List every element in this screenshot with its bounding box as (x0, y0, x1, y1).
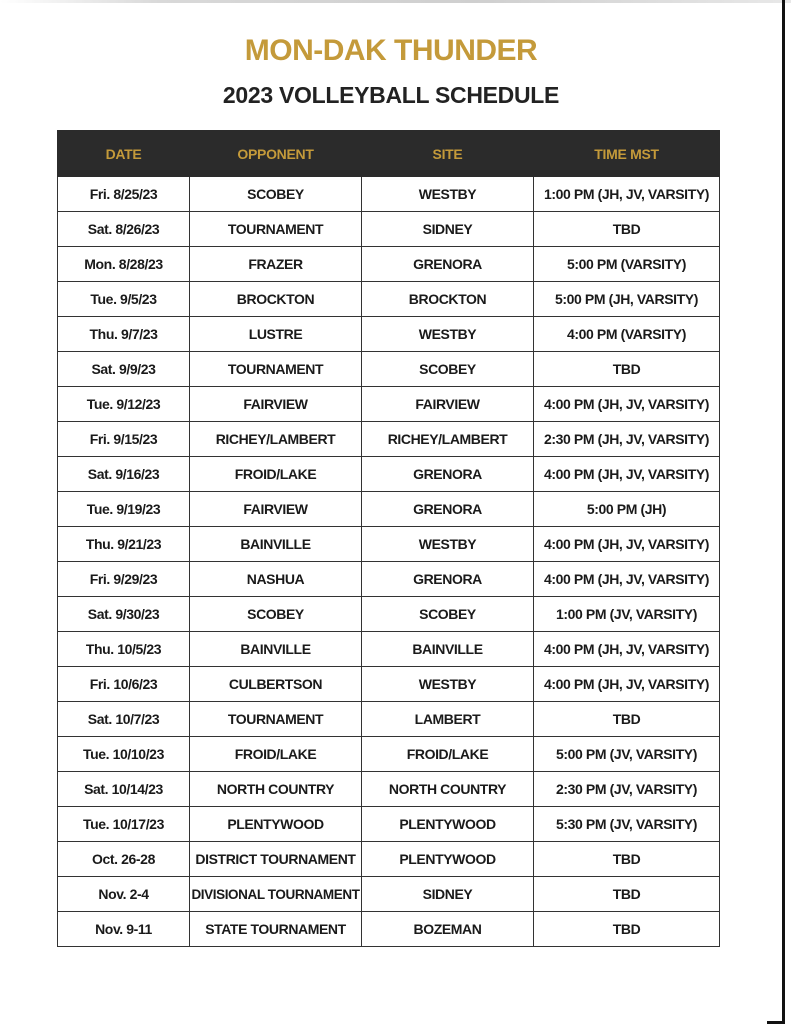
cell-site: FROID/LAKE (362, 737, 534, 772)
table-row (58, 457, 720, 492)
table-row (58, 562, 720, 597)
cell-time: 5:00 PM (JH, VARSITY) (534, 282, 720, 317)
cell-site: FAIRVIEW (362, 387, 534, 422)
cell-date: Tue. 9/5/23 (58, 282, 190, 317)
column-header-date: DATE (58, 131, 190, 177)
cell-opponent: BAINVILLE (190, 632, 362, 667)
cell-time: TBD (534, 702, 720, 737)
cell-time: 1:00 PM (JH, JV, VARSITY) (534, 177, 720, 212)
cell-opponent: TOURNAMENT (190, 702, 362, 737)
cell-opponent: TOURNAMENT (190, 212, 362, 247)
cell-opponent: NORTH COUNTRY (190, 772, 362, 807)
table-row (58, 807, 720, 842)
cell-time: 5:30 PM (JV, VARSITY) (534, 807, 720, 842)
cell-date: Sat. 10/14/23 (58, 772, 190, 807)
cell-date: Oct. 26-28 (58, 842, 190, 877)
cell-date: Thu. 9/7/23 (58, 317, 190, 352)
cell-time: TBD (534, 912, 720, 947)
cell-time: 4:00 PM (JH, JV, VARSITY) (534, 632, 720, 667)
cell-opponent: FAIRVIEW (190, 492, 362, 527)
cell-time: TBD (534, 212, 720, 247)
cell-date: Fri. 9/15/23 (58, 422, 190, 457)
cell-date: Sat. 9/16/23 (58, 457, 190, 492)
cell-time: 2:30 PM (JV, VARSITY) (534, 772, 720, 807)
cell-site: PLENTYWOOD (362, 842, 534, 877)
table-row (58, 737, 720, 772)
cell-date: Thu. 10/5/23 (58, 632, 190, 667)
cell-date: Tue. 9/12/23 (58, 387, 190, 422)
cell-site: WESTBY (362, 177, 534, 212)
cell-site: WESTBY (362, 527, 534, 562)
table-row (58, 177, 720, 212)
cell-site: SIDNEY (362, 877, 534, 912)
table-row (58, 702, 720, 737)
cell-opponent: NASHUA (190, 562, 362, 597)
cell-date: Mon. 8/28/23 (58, 247, 190, 282)
cell-site: GRENORA (362, 247, 534, 282)
table-row (58, 282, 720, 317)
cell-date: Tue. 9/19/23 (58, 492, 190, 527)
table-row (58, 212, 720, 247)
right-scan-edge (782, 0, 785, 1024)
header-row (58, 131, 720, 177)
schedule-table (57, 130, 720, 947)
table-row (58, 317, 720, 352)
cell-time: 1:00 PM (JV, VARSITY) (534, 597, 720, 632)
cell-opponent: PLENTYWOOD (190, 807, 362, 842)
cell-time: 5:00 PM (VARSITY) (534, 247, 720, 282)
table-row (58, 422, 720, 457)
cell-site: NORTH COUNTRY (362, 772, 534, 807)
table-row (58, 492, 720, 527)
cell-opponent: SCOBEY (190, 177, 362, 212)
cell-date: Sat. 8/26/23 (58, 212, 190, 247)
cell-time: TBD (534, 842, 720, 877)
cell-date: Nov. 9-11 (58, 912, 190, 947)
cell-site: SIDNEY (362, 212, 534, 247)
cell-date: Fri. 9/29/23 (58, 562, 190, 597)
cell-date: Fri. 8/25/23 (58, 177, 190, 212)
cell-site: BAINVILLE (362, 632, 534, 667)
table-row (58, 632, 720, 667)
top-scan-edge (0, 0, 791, 3)
cell-opponent: FROID/LAKE (190, 457, 362, 492)
table-row (58, 877, 720, 912)
column-header-opponent: OPPONENT (190, 131, 362, 177)
cell-site: GRENORA (362, 562, 534, 597)
cell-site: BROCKTON (362, 282, 534, 317)
cell-site: WESTBY (362, 317, 534, 352)
cell-time: 2:30 PM (JH, JV, VARSITY) (534, 422, 720, 457)
cell-opponent: BROCKTON (190, 282, 362, 317)
page-subtitle: 2023 VOLLEYBALL SCHEDULE (222, 82, 560, 108)
cell-date: Fri. 10/6/23 (58, 667, 190, 702)
cell-date: Nov. 2-4 (58, 877, 190, 912)
cell-site: GRENORA (362, 492, 534, 527)
cell-site: GRENORA (362, 457, 534, 492)
cell-site: PLENTYWOOD (362, 807, 534, 842)
cell-time: 4:00 PM (JH, JV, VARSITY) (534, 387, 720, 422)
table-row (58, 387, 720, 422)
table-row (58, 667, 720, 702)
table-row (58, 247, 720, 282)
cell-date: Tue. 10/10/23 (58, 737, 190, 772)
cell-site: SCOBEY (362, 597, 534, 632)
page-title: MON-DAK THUNDER (244, 34, 538, 67)
column-header-time: TIME MST (534, 131, 720, 177)
cell-opponent: RICHEY/LAMBERT (190, 422, 362, 457)
cell-opponent: CULBERTSON (190, 667, 362, 702)
cell-time: 4:00 PM (JH, JV, VARSITY) (534, 667, 720, 702)
schedule-table-header (58, 131, 720, 177)
cell-date: Sat. 9/30/23 (58, 597, 190, 632)
table-row (58, 772, 720, 807)
cell-site: BOZEMAN (362, 912, 534, 947)
cell-opponent: DISTRICT TOURNAMENT (190, 842, 362, 877)
cell-time: 5:00 PM (JH) (534, 492, 720, 527)
cell-date: Thu. 9/21/23 (58, 527, 190, 562)
table-row (58, 912, 720, 947)
cell-opponent: TOURNAMENT (190, 352, 362, 387)
cell-time: 4:00 PM (JH, JV, VARSITY) (534, 457, 720, 492)
cell-time: 4:00 PM (JH, JV, VARSITY) (534, 527, 720, 562)
cell-site: SCOBEY (362, 352, 534, 387)
table-row (58, 527, 720, 562)
cell-time: TBD (534, 352, 720, 387)
cell-date: Tue. 10/17/23 (58, 807, 190, 842)
cell-opponent: STATE TOURNAMENT (190, 912, 362, 947)
table-row (58, 352, 720, 387)
cell-opponent: FAIRVIEW (190, 387, 362, 422)
cell-date: Sat. 9/9/23 (58, 352, 190, 387)
column-header-site: SITE (362, 131, 534, 177)
cell-opponent: FROID/LAKE (190, 737, 362, 772)
table-row (58, 597, 720, 632)
cell-time: 4:00 PM (JH, JV, VARSITY) (534, 562, 720, 597)
cell-time: 4:00 PM (VARSITY) (534, 317, 720, 352)
cell-opponent: DIVISIONAL TOURNAMENT (190, 877, 362, 912)
cell-date: Sat. 10/7/23 (58, 702, 190, 737)
cell-opponent: LUSTRE (190, 317, 362, 352)
cell-site: LAMBERT (362, 702, 534, 737)
cell-opponent: FRAZER (190, 247, 362, 282)
cell-site: RICHEY/LAMBERT (362, 422, 534, 457)
schedule-table-body (58, 177, 720, 947)
cell-site: WESTBY (362, 667, 534, 702)
table-row (58, 842, 720, 877)
cell-time: TBD (534, 877, 720, 912)
cell-opponent: SCOBEY (190, 597, 362, 632)
cell-time: 5:00 PM (JV, VARSITY) (534, 737, 720, 772)
cell-opponent: BAINVILLE (190, 527, 362, 562)
